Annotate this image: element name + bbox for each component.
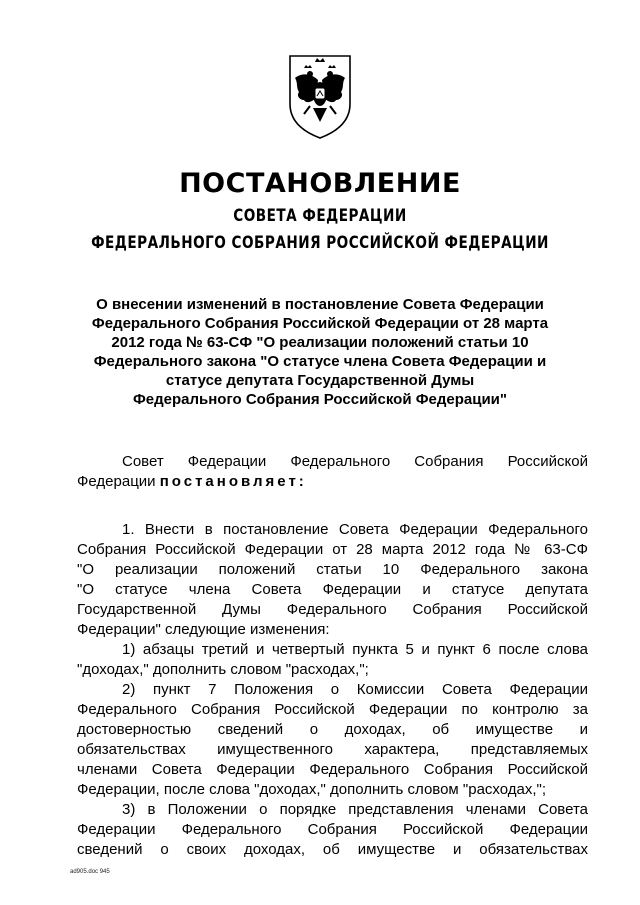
item-1-line: Собрания Российской Федерации от 28 марта 2012 года № 63-СФ — [77, 541, 588, 558]
subitem-3-line: Федерации Федерального Собрания Российской Федерации — [77, 821, 588, 838]
file-code: ad905.doc 945 — [70, 869, 110, 875]
preamble-line: Совет Федерации Федерального Собрания Российской — [122, 453, 588, 470]
subject-line: Федерального Собрания Российской Федерации от 28 марта — [91, 315, 549, 332]
paragraph-gap — [77, 492, 588, 520]
subitem-2-line: членами Совета Федерации Федерального Собрания Российской — [77, 761, 588, 778]
subject-line: Федерального Собрания Российской Федерации" — [132, 391, 508, 408]
item-1-line: "О реализации положений статьи 10 Федерального закона — [77, 561, 588, 578]
document-body — [77, 452, 588, 860]
item-1-line: Государственной Думы Федерального Собрания Российской — [77, 601, 588, 618]
document-subject — [62, 295, 578, 409]
issuer-line-2: ФЕДЕРАЛЬНОГО СОБРАНИЯ РОССИЙСКОЙ ФЕДЕРАЦИИ — [91, 233, 549, 253]
subject-line: 2012 года № 63-СФ "О реализации положений статьи 10 — [111, 334, 529, 351]
item-1-line: "О статусе члена Совета Федерации и статусе депутата — [77, 581, 588, 598]
subject-line: Федерального закона "О статусе члена Совета Федерации и — [93, 353, 547, 370]
subject-line: О внесении изменений в постановление Совета Федерации — [96, 296, 544, 313]
subitem-1-line: 1) абзацы третий и четвертый пункта 5 и пункт 6 после слова — [122, 641, 588, 658]
subject-line: статусе депутата Государственной Думы — [165, 372, 475, 389]
subitem-3-line: сведений о своих доходах, об имуществе и обязательствах — [77, 841, 588, 858]
subitem-2-line: Федерации, после слова "доходах," дополнить словом "расходах,"; — [77, 781, 547, 798]
subitem-3-line: 3) в Положении о порядке представления членами Совета — [122, 801, 588, 818]
operative-verb: постановляет: — [159, 473, 307, 490]
subitem-2-line: Федерального Собрания Российской Федерации по контролю за — [77, 701, 588, 718]
subitem-2-line: достоверностью сведений о доходах, об имуществе и — [77, 721, 588, 738]
document-type-title: ПОСТАНОВЛЕНИЕ — [179, 168, 461, 199]
subitem-1-line: "доходах," дополнить словом "расходах,"; — [77, 661, 369, 678]
issuer-line-1: СОВЕТА ФЕДЕРАЦИИ — [233, 206, 407, 226]
item-1-line: Федерации" следующие изменения: — [77, 621, 330, 638]
preamble-text: Федерации — [77, 473, 156, 490]
preamble-line — [77, 472, 588, 492]
coat-of-arms-emblem — [282, 52, 358, 140]
subitem-2-line: 2) пункт 7 Положения о Комиссии Совета Федерации — [122, 681, 588, 698]
subitem-2-line: обязательствах имущественного характера, представляемых — [77, 741, 588, 758]
item-1-line: 1. Внести в постановление Совета Федерации Федерального — [122, 521, 588, 538]
